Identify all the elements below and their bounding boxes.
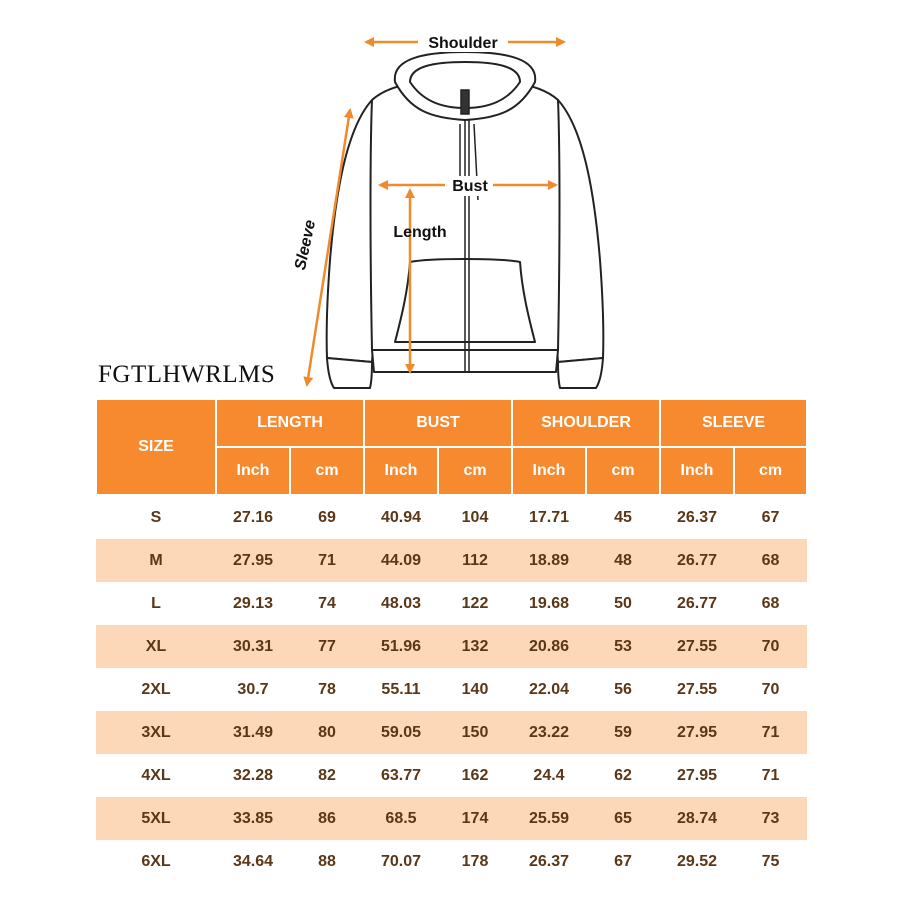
table-row [96, 797, 807, 840]
measurement-cell: 30.31 [216, 625, 290, 668]
table-row [96, 754, 807, 797]
measurement-cell: 51.96 [364, 625, 438, 668]
size-cell: XL [96, 625, 216, 668]
unit-header-inch: Inch [364, 447, 438, 495]
size-cell: 3XL [96, 711, 216, 754]
bust-label: Bust [452, 178, 488, 195]
table-row [96, 539, 807, 582]
measurement-cell: 86 [290, 797, 364, 840]
size-rows [96, 495, 807, 883]
measurement-cell: 70.07 [380, 852, 422, 870]
measurement-cell: 19.68 [528, 594, 570, 612]
measurement-cell: 40.94 [380, 508, 422, 526]
measurement-cell: 26.37 [528, 852, 570, 870]
measurement-cell: 122 [461, 594, 489, 612]
bust-header: BUST [364, 399, 512, 447]
measurement-cell: 71 [290, 539, 364, 582]
length-header: LENGTH [216, 399, 364, 447]
measurement-cell: 71 [761, 766, 780, 784]
measurement-cell: 70 [761, 680, 780, 698]
table-row [96, 840, 807, 883]
size-cell: 5XL [96, 797, 216, 840]
measurement-cell: 27.55 [660, 625, 734, 668]
measurement-cell: 28.74 [660, 797, 734, 840]
measurement-cell: 20.86 [512, 625, 586, 668]
unit-header-cm: cm [734, 447, 807, 495]
header-row-groups [96, 399, 807, 447]
unit-header-inch: Inch [216, 447, 290, 495]
length-label: Length [393, 224, 447, 241]
measurement-cell: 68.5 [364, 797, 438, 840]
brand-name: FGTLHWRLMS [98, 361, 276, 388]
measurement-cell: 50 [614, 594, 632, 612]
measurement-cell: 27.95 [660, 711, 734, 754]
measurement-cell: 48 [586, 539, 660, 582]
measurement-cell: 73 [734, 797, 807, 840]
measurement-cell: 140 [461, 680, 489, 698]
size-cell: 6XL [141, 852, 171, 870]
measurement-cell: 67 [761, 508, 780, 526]
table-row [96, 625, 807, 668]
measurement-cell: 68 [734, 539, 807, 582]
measurement-cell: 27.95 [216, 539, 290, 582]
table-row [96, 711, 807, 754]
measurement-cell: 80 [290, 711, 364, 754]
measurement-cell: 44.09 [364, 539, 438, 582]
measurement-cell: 70 [734, 625, 807, 668]
measurement-cell: 112 [438, 539, 512, 582]
measurement-cell: 132 [438, 625, 512, 668]
measurement-cell: 22.04 [528, 680, 570, 698]
measurement-cell: 27.55 [676, 680, 718, 698]
unit-header-cm: cm [438, 447, 512, 495]
measurement-cell: 59.05 [364, 711, 438, 754]
size-chart-table [95, 398, 808, 883]
measurement-cell: 30.7 [237, 680, 269, 698]
measurement-cell: 178 [461, 852, 489, 870]
size-cell: L [151, 594, 161, 612]
table-row [96, 582, 807, 625]
measurement-cell: 59 [586, 711, 660, 754]
hoodie-measurement-diagram [0, 0, 900, 400]
measurement-cell: 63.77 [380, 766, 422, 784]
unit-header-cm: cm [290, 447, 364, 495]
measurement-cell: 104 [461, 508, 489, 526]
measurement-cell: 56 [614, 680, 632, 698]
measurement-cell: 26.77 [676, 594, 718, 612]
size-cell: 4XL [141, 766, 171, 784]
measurement-cell: 67 [614, 852, 632, 870]
measurement-cell: 18.89 [512, 539, 586, 582]
measurement-cell: 24.4 [533, 766, 565, 784]
measurement-cell: 31.49 [216, 711, 290, 754]
measurement-cell: 78 [318, 680, 336, 698]
unit-header-inch: Inch [512, 447, 586, 495]
measurement-cell: 23.22 [512, 711, 586, 754]
measurement-cell: 33.85 [216, 797, 290, 840]
measurement-cell: 32.28 [232, 766, 274, 784]
measurement-cell: 71 [734, 711, 807, 754]
size-header: SIZE [96, 399, 216, 495]
measurement-cell: 34.64 [232, 852, 274, 870]
measurement-cell: 25.59 [512, 797, 586, 840]
measurement-cell: 82 [318, 766, 336, 784]
measurement-cell: 55.11 [381, 680, 421, 698]
unit-header-cm: cm [586, 447, 660, 495]
size-cell: 2XL [141, 680, 171, 698]
table-row [96, 668, 807, 711]
size-cell: S [150, 508, 162, 526]
measurement-cell: 48.03 [380, 594, 422, 612]
measurement-cell: 150 [438, 711, 512, 754]
measurement-cell: 17.71 [528, 508, 570, 526]
measurement-cell: 65 [586, 797, 660, 840]
measurement-cell: 62 [614, 766, 632, 784]
size-cell: M [96, 539, 216, 582]
measurement-cell: 26.77 [660, 539, 734, 582]
measurement-cell: 29.52 [676, 852, 718, 870]
measurement-cell: 162 [461, 766, 489, 784]
measurement-cell: 29.13 [232, 594, 274, 612]
shoulder-header: SHOULDER [512, 399, 660, 447]
measurement-cell: 45 [614, 508, 632, 526]
table-row [96, 495, 807, 539]
measurement-cell: 77 [290, 625, 364, 668]
shoulder-label: Shoulder [428, 35, 498, 52]
measurement-cell: 88 [318, 852, 336, 870]
measurement-cell: 75 [761, 852, 780, 870]
measurement-cell: 27.95 [676, 766, 718, 784]
sleeve-label: Sleeve [292, 218, 320, 272]
measurement-cell: 69 [318, 508, 336, 526]
measurement-cell: 174 [438, 797, 512, 840]
measurement-cell: 26.37 [676, 508, 718, 526]
measurement-cell: 74 [318, 594, 336, 612]
sleeve-header: SLEEVE [660, 399, 807, 447]
measurement-cell: 27.16 [232, 508, 274, 526]
unit-header-inch: Inch [660, 447, 734, 495]
measurement-cell: 53 [586, 625, 660, 668]
measurement-cell: 68 [761, 594, 780, 612]
